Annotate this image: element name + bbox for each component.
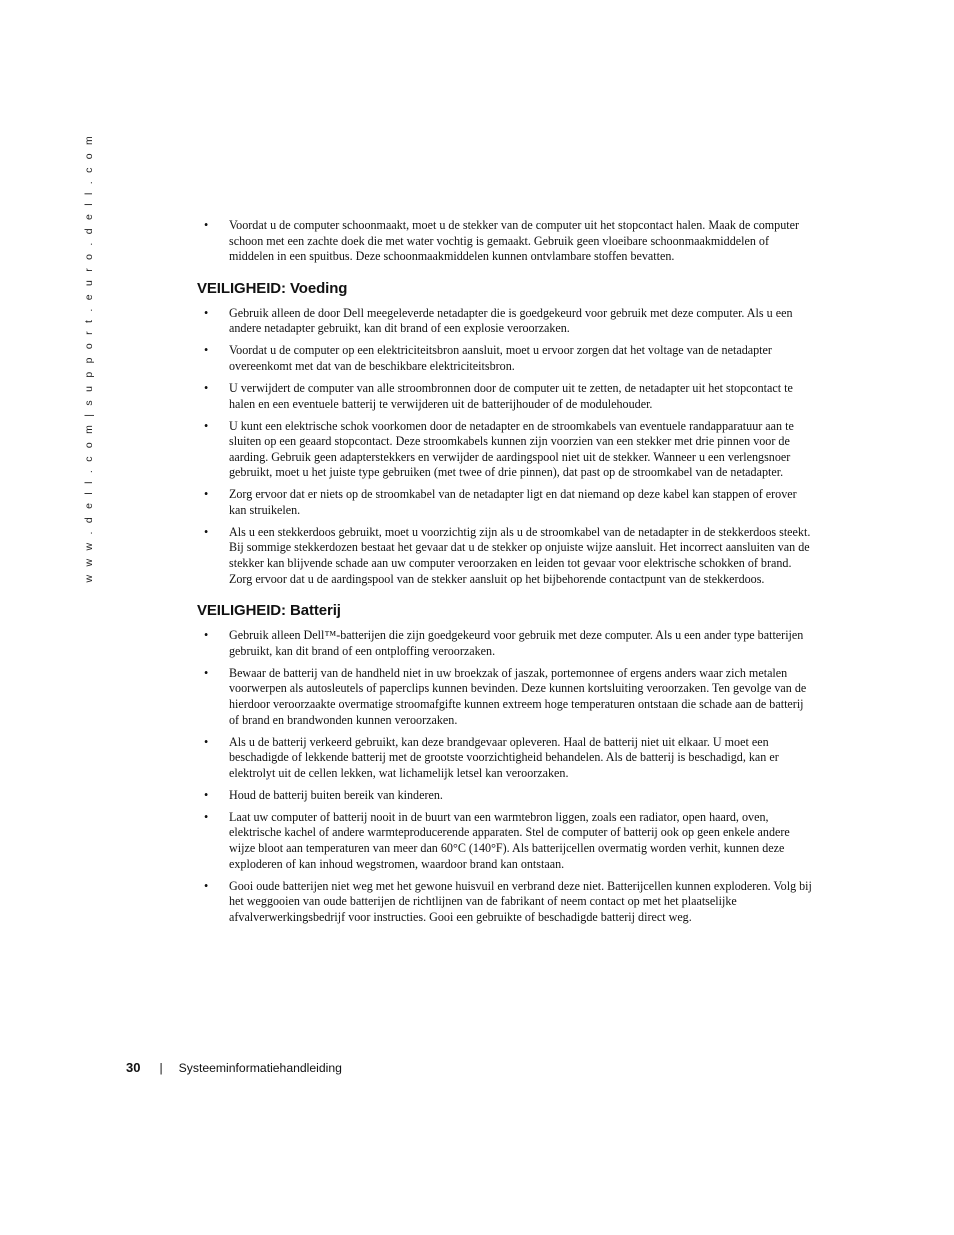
list-item-text: Zorg ervoor dat er niets op de stroomkabel van de netadapter ligt en dat niemand op deze kabel kan stappen of erover kan struikelen. — [229, 487, 797, 517]
list-item — [197, 628, 813, 659]
list-item — [197, 381, 813, 412]
bullet-marker: • — [204, 487, 209, 502]
list-item-text: Houd de batterij buiten bereik van kinderen. — [229, 787, 443, 802]
side-url-text: w w w . d e l l . c o m | s u p p o r t . e u r o . d e l l . c o m — [83, 133, 95, 582]
list-item-text: Gebruik alleen Dell™-batterijen die zijn goedgekeurd voor gebruik met deze computer. Als u een ander type batterijen gebruikt, kan dit brand of een ontploffing veroorzaken. — [229, 628, 804, 658]
list-item-text: Als u de batterij verkeerd gebruikt, kan deze brandgevaar opleveren. Haal de batterij niet uit elkaar. U moet een beschadigde of lekkende batterij met de grootste voorzichtigheid behandelen. Als de batterij is beschadigd, kan er elektrolyt uit de cellen lekken, wat lichamelijk letsel kan veroorzaken. — [229, 734, 779, 780]
list-item-text: U kunt een elektrische schok voorkomen door de netadapter en de stroomkabels van eventuele randapparatuur aan te sluiten op een geaard stopcontact. Deze stroomkabels kunnen zijn voorzien van een stekker met drie pinnen voor de aarding. Gebruik geen adapterstekkers en verwijder de aardingspool niet uit de stekker. Wanneer u een verlengsnoer gebruikt, moet u het juiste type gebruiken (met twee of drie pinnen), dat past op de stroomkabel van de netadapter. — [229, 418, 794, 480]
list-item-text: Als u een stekkerdoos gebruikt, moet u voorzichtig zijn als u de stroomkabel van de netadapter in de stekkerdoos steekt. Bij sommige stekkerdozen bestaat het gevaar dat u de stekker op onjuiste wijze aansluit. Het incorrect aansluiten van de stekker kan blijvende schade aan uw computer veroorzaken en leiden tot gevaar voor elektrische schokken of brand. Zorg ervoor dat u de aardingspool van de stekker aansluit op het bijbehorende contactpunt van de stekkerdoos. — [229, 524, 811, 586]
list-item — [197, 879, 813, 926]
bullet-marker: • — [204, 524, 209, 539]
section-heading-batterij: VEILIGHEID: Batterij — [197, 602, 341, 620]
list-item — [197, 487, 813, 518]
bullet-marker: • — [204, 343, 209, 358]
list-item-text: Laat uw computer of batterij nooit in de buurt van een warmtebron liggen, zoals een radiator, open haard, oven, elektrische kachel of andere warmteproducerende apparaten. Stel de computer of batterij ook op geen enkele andere wijze bloot aan temperaturen van meer dan 60°C (140°F). Als batterijcellen overmatig worden verhit, kunnen deze exploderen of kan inhoud wegstromen, waardoor brand kan ontstaan. — [229, 809, 790, 871]
list-item — [197, 218, 813, 265]
section-heading-voeding: VEILIGHEID: Voeding — [197, 279, 348, 297]
bullet-marker: • — [204, 787, 209, 802]
list-item-text: U verwijdert de computer van alle stroombronnen door de computer uit te zetten, de netadapter uit het stopcontact te halen en een eventuele batterij te verwijderen uit de batterijhouder of de modulehouder. — [229, 380, 793, 411]
list-item — [197, 666, 813, 728]
voeding-bullet-list — [197, 306, 813, 587]
list-item-text: Gebruik alleen de door Dell meegeleverde netadapter die is goedgekeurd voor gebruik met deze computer. Als u een andere netadapter gebruikt, kan dit brand of een explosie veroorzaken. — [229, 305, 793, 336]
list-item-text: Bewaar de batterij van de handheld niet in uw broekzak of jaszak, portemonnee of ergens anders waar zich metalen voorwerpen als autosleutels of paperclips kunnen bevinden. Deze kunnen kortsluiting veroorzaken. Ten gevolge van de hierdoor veroorzaakte overmatige stroomafgifte kunnen extreem hoge temperaturen ontstaan die schade aan de batterij of brand en brandwonden kunnen veroorzaken. — [229, 665, 807, 727]
bullet-marker: • — [204, 809, 209, 824]
list-item-text: Voordat u de computer schoonmaakt, moet u de stekker van de computer uit het stopcontact halen. Maak de computer schoon met een zachte doek die met water vochtig is gemaakt. Gebruik geen vloeibare schoonmaakmiddelen of middelen in een spuitbus. Deze schoonmaakmiddelen kunnen ontvlambare stoffen bevatten. — [229, 218, 800, 264]
document-title: Systeeminformatiehandleiding — [178, 1061, 342, 1075]
bullet-marker: • — [204, 305, 209, 320]
page-number: 30 — [126, 1060, 141, 1075]
bullet-marker: • — [204, 380, 209, 395]
list-item — [197, 343, 813, 374]
list-item-text: Gooi oude batterijen niet weg met het gewone huisvuil en verbrand deze niet. Batterijcellen kunnen exploderen. Volg bij het weggooien van oude batterijen de richtlijnen van de fabrikant of neem contact op met het plaatselijke afvalverwerkingsbedrijf voor instructies. Gooi een gebruikte of beschadigde batterij direct weg. — [229, 878, 812, 924]
list-item — [197, 306, 813, 337]
bullet-marker: • — [204, 878, 209, 893]
side-url-margin — [76, 133, 102, 582]
list-item-text: Voordat u de computer op een elektriciteitsbron aansluit, moet u ervoor zorgen dat het voltage van de netadapter overeenkomt met dat van de beschikbare elektriciteitsbron. — [229, 343, 772, 373]
bullet-marker: • — [204, 665, 209, 680]
list-item — [197, 788, 813, 804]
page-footer — [126, 1060, 342, 1075]
batterij-bullet-list — [197, 628, 813, 925]
list-item — [197, 525, 813, 587]
list-item — [197, 810, 813, 872]
list-item — [197, 419, 813, 481]
footer-separator: | — [159, 1061, 163, 1075]
bullet-marker: • — [204, 734, 209, 749]
bullet-marker: • — [204, 418, 209, 433]
main-content — [197, 218, 813, 932]
intro-bullet-list — [197, 218, 813, 265]
bullet-marker: • — [204, 628, 209, 643]
bullet-marker: • — [204, 218, 209, 232]
list-item — [197, 735, 813, 782]
